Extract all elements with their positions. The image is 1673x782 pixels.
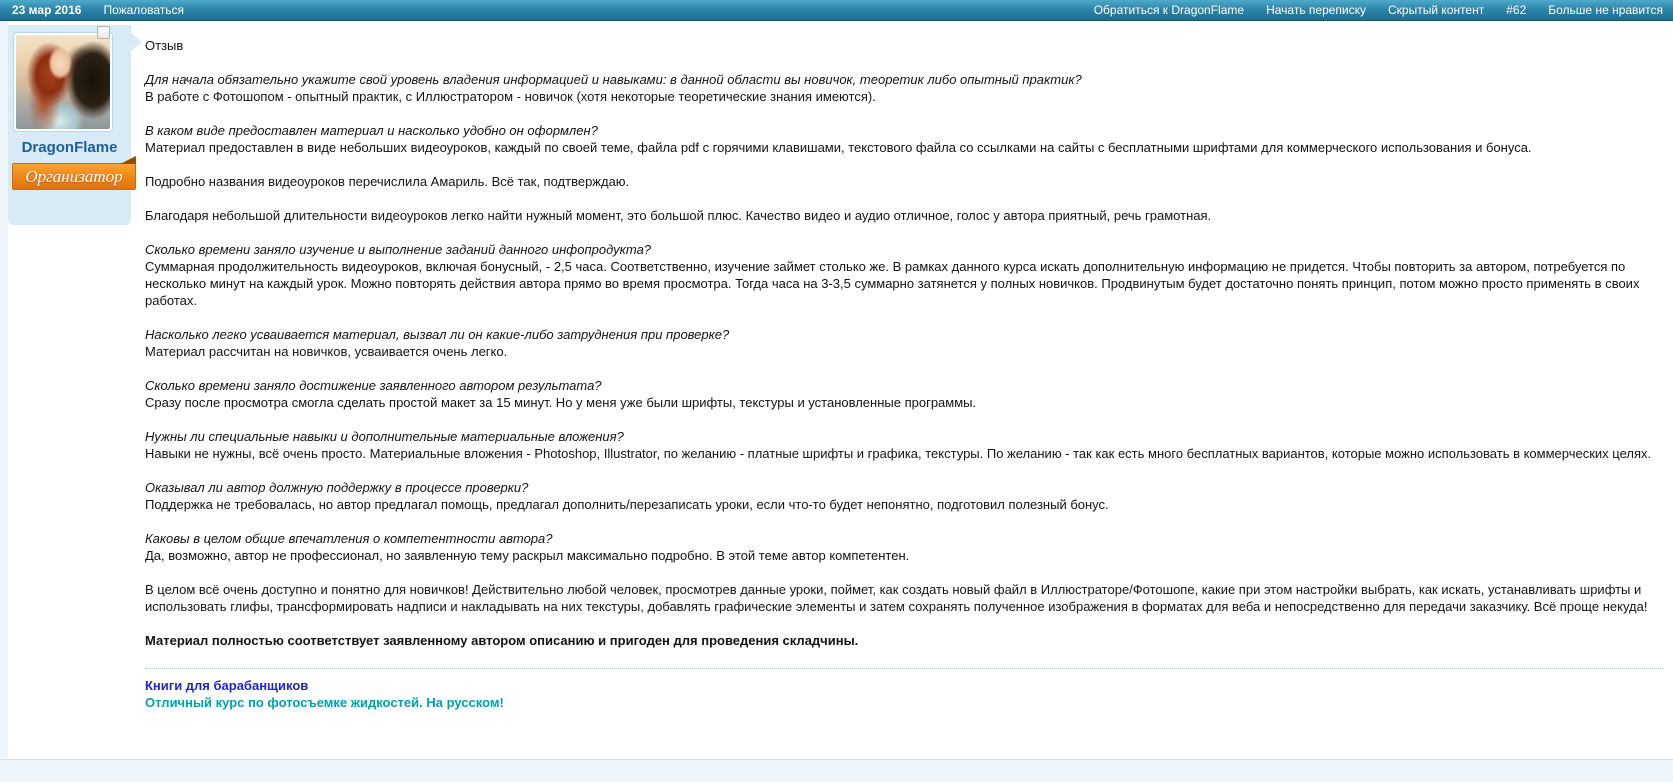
post-line: Каковы в целом общие впечатления о компетентности автора? <box>145 531 553 546</box>
post-blocks <box>145 37 1663 649</box>
post-line: Для начала обязательно укажите свой уровень владения информацией и навыками: в данной области вы новичок, теоретик либо опытный практик? <box>145 72 1082 87</box>
post-paragraph <box>145 241 1663 309</box>
signature-separator <box>145 668 1663 669</box>
post-paragraph <box>145 207 1663 224</box>
post-line: Подробно названия видеоуроков перечислила Амариль. Всё так, подтверждаю. <box>145 174 630 189</box>
header-left <box>12 3 184 17</box>
report-link[interactable]: Пожаловаться <box>103 3 185 17</box>
avatar-image <box>16 35 110 129</box>
badge-label: Организатор <box>25 166 123 186</box>
ribbon-fold <box>120 156 136 164</box>
user-avatar[interactable] <box>13 32 113 132</box>
post-line: Отзыв <box>145 38 184 53</box>
post-content <box>145 37 1663 711</box>
dislike-link[interactable]: Больше не нравится <box>1548 3 1663 17</box>
post-line: Поддержка не требовалась, но автор предлагал помощь, предлагал дополнить/перезаписать уроки, если что-то будет непонятно, подготовил полезный бонус. <box>145 497 1109 512</box>
post-paragraph <box>145 581 1663 615</box>
post-line: Навыки не нужны, всё очень просто. Материальные вложения - Photoshop, Illustrator, по желанию - платные шрифты и графика, текстуры. По желанию - так как есть много бесплатных вариантов, которые можно использовать в коммерческих целях. <box>145 446 1652 461</box>
user-panel <box>8 25 131 225</box>
post-paragraph <box>145 173 1663 190</box>
post-line: Нужны ли специальные навыки и дополнительные материальные вложения? <box>145 429 624 444</box>
post-line: Материал полностью соответствует заявленному автором описанию и пригоден для проведения складчины. <box>145 633 859 648</box>
post-paragraph <box>145 377 1663 411</box>
mention-user-link[interactable]: Обратиться к DragonFlame <box>1093 3 1245 17</box>
header-right <box>1094 3 1663 17</box>
post-line: Материал предоставлен в виде небольших видеоуроков, каждый по своей теме, файла pdf с горячими клавишами, текстового файла со ссылками на сайты с бесплатными шрифтами для коммерческого использования и бонуса. <box>145 140 1532 155</box>
post-paragraph <box>145 530 1663 564</box>
post-line: Сколько времени заняло достижение заявленного автором результата? <box>145 378 602 393</box>
username-link[interactable]: DragonFlame <box>21 139 118 156</box>
page-left-margin <box>0 21 8 782</box>
post-line: Материал рассчитан на новичков, усваивается очень легко. <box>145 344 508 359</box>
post-line: Сразу после просмотра смогла сделать простой макет за 15 минут. Но у меня уже были шрифты, текстуры и установленные программы. <box>145 395 977 410</box>
post-line: В работе с Фотошопом - опытный практик, с Иллюстратором - новичок (хотя некоторые теоретические знания имеются). <box>145 89 876 104</box>
post-paragraph <box>145 632 1663 649</box>
post-paragraph <box>145 428 1663 462</box>
post-paragraph <box>145 37 1663 54</box>
signature-link-liquid-photo-course[interactable]: Отличный курс по фотосъемке жидкостей. На русском! <box>145 695 504 710</box>
post-line: В целом всё очень доступно и понятно для новичков! Действительно любой человек, просмотрев данные уроки, поймет, как создать новый файл в Иллюстраторе/Фотошопе, какие при этом настройки выбрать, как искать, устанавливать шрифты и использовать глифы, трансформировать надписи и накладывать на них текстуры, добавлять графические элементы и затем сохранять полученное изображения в форматах для веба и непосредственно для передачи заказчику. Всё проще некуда! <box>145 582 1648 614</box>
post-line: В каком виде предоставлен материал и насколько удобно он оформлен? <box>145 123 598 138</box>
post-line: Насколько легко усваивается материал, вызвал ли он какие-либо затруднения при проверке? <box>145 327 730 342</box>
post-paragraph <box>145 326 1663 360</box>
post-number-link[interactable]: #62 <box>1506 3 1527 17</box>
organizer-ribbon-badge <box>12 163 136 190</box>
start-conversation-link[interactable]: Начать переписку <box>1266 3 1367 17</box>
message-header-bar <box>0 0 1673 21</box>
post-line: Суммарная продолжительность видеоуроков, включая бонусный, - 2,5 часа. Соответственно, изучение займет столько же. В рамках данного курса искать дополнительную информацию не придется. Чтобы повторить за автором, потребуется по несколько минут на каждый урок. Можно повторять действия автора прямо во время просмотра. Тогда часа на 3-3,5 суммарно затянется у полных новичков. Продвинутым будет достаточно понять принцип, потом можно просто применять в своих работах. <box>145 259 1640 308</box>
post-paragraph <box>145 71 1663 105</box>
message-bubble-arrow <box>131 33 142 51</box>
post-date: 23 мар 2016 <box>12 3 82 17</box>
signature-link-drummer-books[interactable]: Книги для барабанщиков <box>145 678 309 693</box>
post-line: Сколько времени заняло изучение и выполнение заданий данного инфопродукта? <box>145 242 652 257</box>
post-line: Благодаря небольшой длительности видеоуроков легко найти нужный момент, это большой плюс. Качество видео и аудио отличное, голос у автора приятный, речь грамотная. <box>145 208 1212 223</box>
signature-links <box>145 677 1663 711</box>
post-line: Оказывал ли автор должную поддержку в процессе проверки? <box>145 480 529 495</box>
post-paragraph <box>145 479 1663 513</box>
hidden-content-link[interactable]: Скрытый контент <box>1388 3 1485 17</box>
post-line: Да, возможно, автор не профессионал, но заявленную тему раскрыл максимально подробно. В этой теме автор компетентен. <box>145 548 910 563</box>
page-bottom-margin <box>0 759 1673 782</box>
multiquote-checkbox[interactable] <box>97 26 110 39</box>
post-paragraph <box>145 122 1663 156</box>
